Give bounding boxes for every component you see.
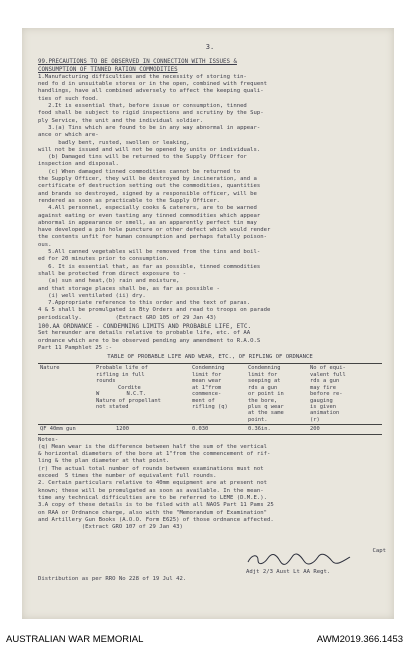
- subheader-cordite: Cordite: [118, 384, 141, 391]
- col-equivalent-rounds: [308, 364, 382, 425]
- col-seeping-limit-label: Condemning limit for seeping at rds a gun or point in the bore, plus q wear at the same point.: [248, 365, 284, 423]
- notes-label: Notes-: [38, 436, 59, 443]
- signature-rank: Capt: [372, 548, 386, 554]
- cell-nature: QF 40mm gun: [40, 426, 76, 433]
- table-row: [38, 425, 382, 434]
- signature-scribble-icon: [246, 552, 356, 566]
- table-title: TABLE OF PROBABLE LIFE AND WEAR, ETC., OF RIFLING OF ORDNANCE: [107, 354, 313, 361]
- handwritten-signature: [246, 548, 386, 569]
- col-nature-label: Nature: [40, 365, 60, 372]
- footer-archive-name: AUSTRALIAN WAR MEMORIAL: [6, 634, 144, 645]
- col-condemning-limit: [190, 364, 246, 425]
- subheader-w: W: [96, 391, 100, 398]
- col-equivalent-rounds-label: No of equi- valent full rds a gun may fire before re- gauging is given animation (r): [310, 365, 346, 423]
- cell-condemning-limit: 0.030: [192, 426, 209, 433]
- section-99-heading-line1: 99.PRECAUTIONS TO BE OBSERVED IN CONNECTION WITH ISSUES &: [38, 59, 237, 66]
- col-probable-life-label: Probable life of rifling in full rounds: [96, 365, 148, 385]
- subheader-nc: N.C.T.: [126, 391, 146, 398]
- signature-title: Adjt 2/3 Aust Lt AA Regt.: [246, 569, 331, 575]
- ordnance-table: [38, 363, 382, 434]
- page-number: 3.: [205, 43, 215, 51]
- section-100-intro: Set hereunder are details relative to probable life, etc. of AA ordnance which are to be observed pending any amendment to R.A.O.S Part 11 Pamphlet 25 :-: [38, 330, 261, 351]
- cell-seeping-limit: 0.36in.: [248, 426, 271, 433]
- table-header-row: [38, 364, 382, 425]
- cell-probable-life: 1200: [116, 426, 129, 433]
- section-99-heading-line2: CONSUMPTION OF TINNED RATION COMMODITIES: [38, 66, 178, 73]
- col-probable-life: [94, 364, 190, 425]
- signature-block: [246, 548, 386, 576]
- section-100-heading: 100.AA ORDNANCE - CONDEMNING LIMITS AND PROBABLE LIFE, ETC.: [38, 322, 252, 330]
- section-99-heading: [38, 59, 382, 74]
- col-seeping-limit: [246, 364, 308, 425]
- subheader-nature: Nature of propellant not stated: [96, 397, 161, 410]
- distribution-line: Distribution as per RRO No 228 of 19 Jul 42.: [38, 576, 187, 582]
- document-page: [22, 28, 394, 619]
- col-condemning-limit-label: Condemning limit for mean wear at 1"from commence- ment of rifling (q): [192, 365, 228, 410]
- col-nature: [38, 364, 94, 425]
- section-99-body: 1.Manufacturing difficulties and the necessity of storing tin- ned fo d in unsuitable stores or in the open, combined with frequent handlings, have all combined adversely to affect the keeping quali- ties of such food. 2.It is essential that, before issue or consumption, tinned food shall be subject to rigid inspections and scrutiny by the Sup- ply Service, the unit and the individual soldier. 3.(a) Tins which are found to be in any way abnormal in appear- ance or which are- badly bent, rusted, swollen or leaking, will not be issued and will not be opened by units or individuals. (b) Damaged tins will be returned to the Supply Officer for inspection and disposal. (c) When damaged tinned commodities cannot be returned to the Supply Officer, they will be destroyed by incineration, and a certificate of destruction setting out the commodities, quantities and brands so destroyed, signed by a responsible officer, will be rendered as soon as practicable to the Supply Officer. 4.All personnel, especially cooks & caterers, are to be warned against eating or even tasting any tinned commodities which appear abnormal in appearance or smell, as an apparently perfect tin may have developed a pin hole puncture or other defect which would render the contents unfit for human consumption and perhaps fatally poison- ous. 5.All canned vegetables will be removed from the tins and boil- ed for 20 minutes prior to consumption. 6. It is essential that, as far as possible, tinned commodities shall be protected from direct exposure to - (a) sun and heat,(b) rain and moisture, and that storage places shall be, as far as possible - (i) well ventilated (ii) dry. 7.Appropriate reference to this order and the text of paras. 4 & 5 shall be promulgated in Bty Orders and read to troops on parade periodically. (Extract GRO 105 of 29 Jan 43): [38, 73, 271, 321]
- cell-equivalent-rounds: 200: [310, 426, 320, 433]
- notes-body: (q) Mean wear is the difference between half the sum of the vertical & horizontal diameters of the bore at 1"from the commencement of rif- ling & the plan diameter at that point. (r) The actual total number of rounds between examinations must not exceed 5 times the number of equivalent full rounds. 2. Certain particulars relative to 40mm equipment are at present not known; these will be promulgated as soon as available. In the mean- time any technical difficulties are to be referred to LEME (D.M.E.). 3.A copy of these details is to be filed with all NAOS Part 11 Pams 25 on RAA or Ordnance charge, also with the "Memorandum of Examination" and Artillery Gun Books (A.O.O. Form E625) of those ordnance affected. (Extract GRO 107 of 29 Jan 43): [38, 443, 274, 531]
- footer-archive-id: AWM2019.366.1453: [316, 634, 403, 645]
